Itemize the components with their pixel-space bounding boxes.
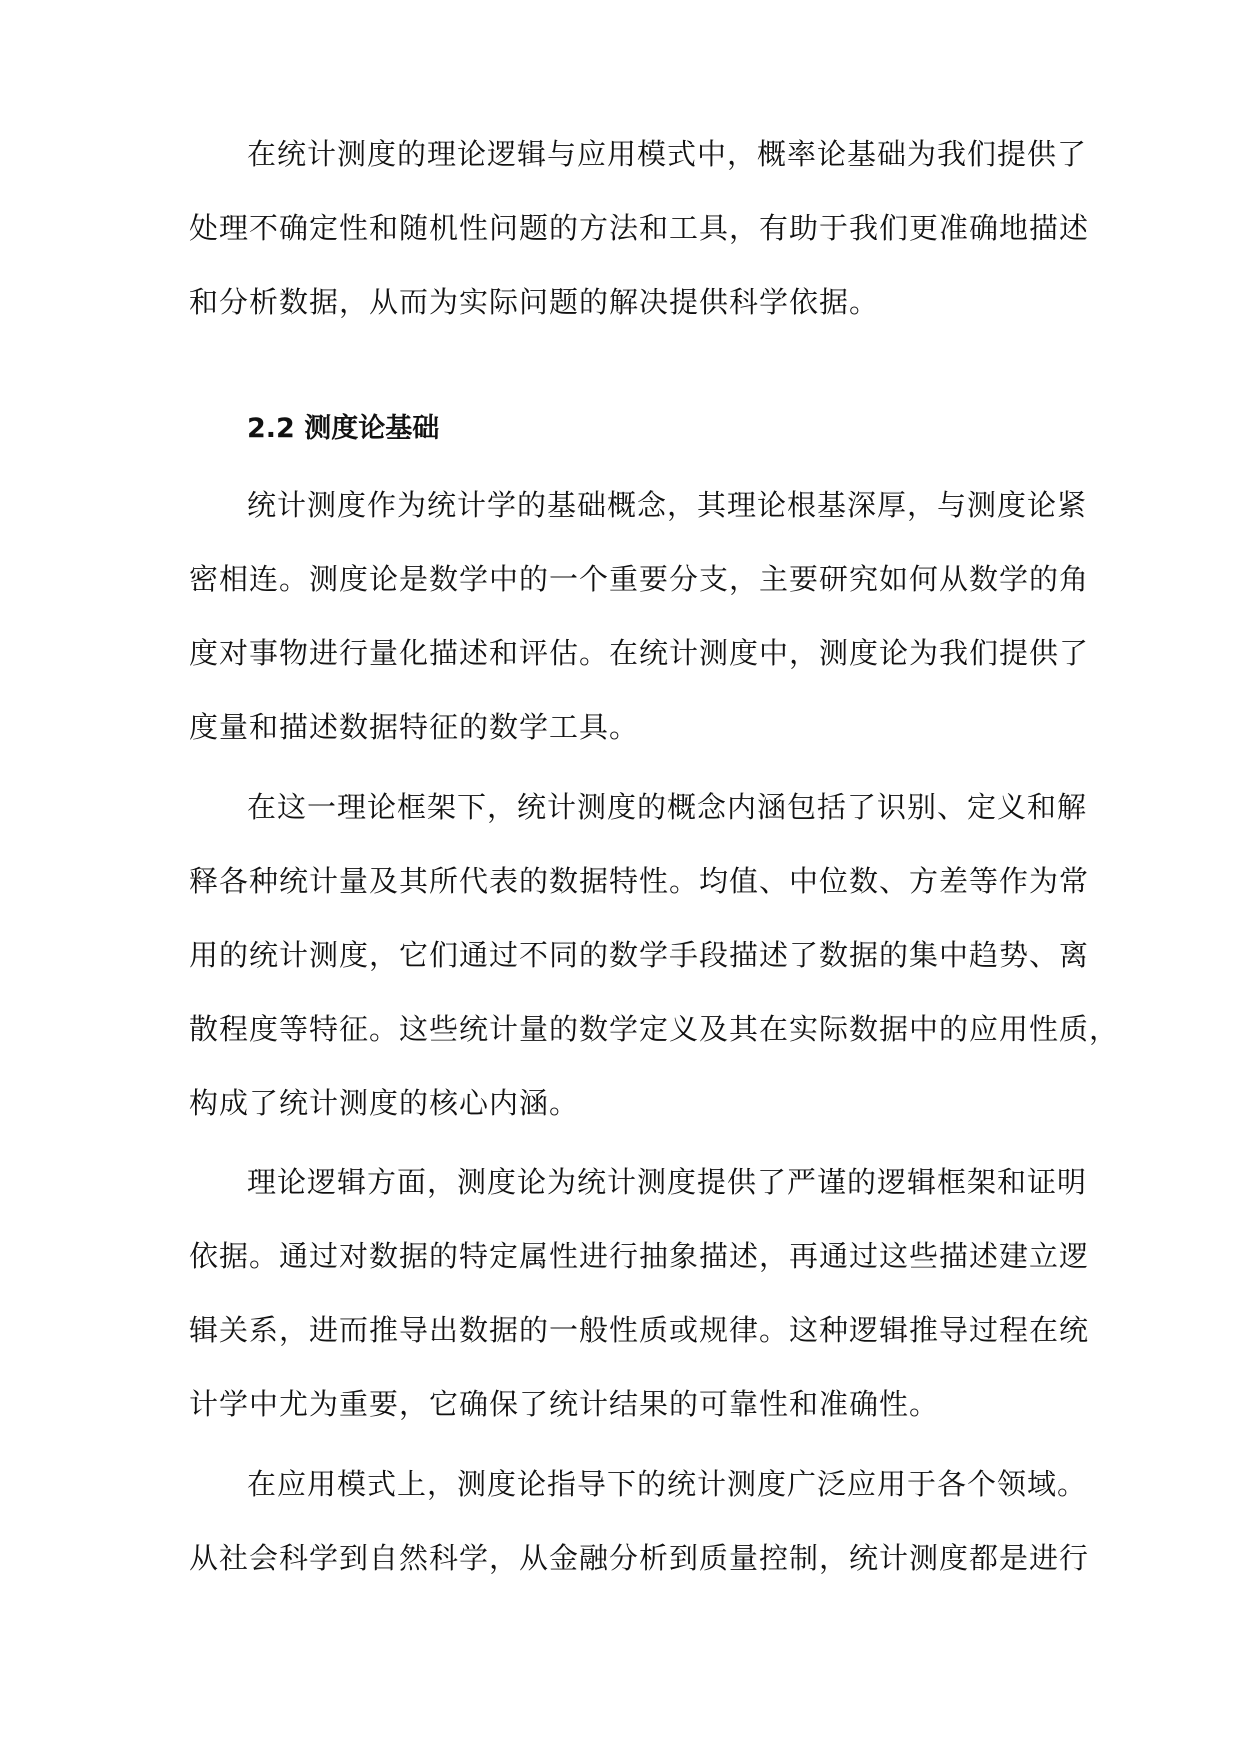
paragraph-theoretical-logic (189, 1145, 1090, 1441)
paragraph-line: 用的统计测度，它们通过不同的数学手段描述了数据的集中趋势、离 (189, 938, 1090, 972)
paragraph-line: 处理不确定性和随机性问题的方法和工具，有助于我们更准确地描述 (189, 211, 1090, 245)
paragraph-line: 计学中尤为重要，它确保了统计结果的可靠性和准确性。 (189, 1387, 940, 1421)
paragraph-application-mode (189, 1447, 1090, 1595)
paragraph-line: 从社会科学到自然科学，从金融分析到质量控制，统计测度都是进行 (189, 1541, 1090, 1575)
paragraph-line: 散程度等特征。这些统计量的数学定义及其在实际数据中的应用性质， (189, 1012, 1120, 1046)
paragraph-line: 辑关系，进而推导出数据的一般性质或规律。这种逻辑推导过程在统 (189, 1313, 1090, 1347)
section-heading: 2.2 测度论基础 (247, 413, 440, 444)
paragraph-line: 统计测度作为统计学的基础概念，其理论根基深厚，与测度论紧 (247, 488, 1088, 522)
paragraph-probability-summary (189, 117, 1090, 339)
paragraph-line: 在统计测度的理论逻辑与应用模式中，概率论基础为我们提供了 (247, 137, 1088, 171)
paragraph-line: 释各种统计量及其所代表的数据特性。均值、中位数、方差等作为常 (189, 864, 1090, 898)
paragraph-line: 度量和描述数据特征的数学工具。 (189, 710, 640, 744)
paragraph-concept-connotation (189, 770, 1120, 1140)
paragraph-line: 和分析数据，从而为实际问题的解决提供科学依据。 (189, 285, 880, 319)
paragraph-line: 度对事物进行量化描述和评估。在统计测度中，测度论为我们提供了 (189, 636, 1090, 670)
paragraph-line: 在应用模式上，测度论指导下的统计测度广泛应用于各个领域。 (247, 1467, 1088, 1501)
paragraph-line: 理论逻辑方面，测度论为统计测度提供了严谨的逻辑框架和证明 (247, 1165, 1088, 1199)
paragraph-line: 构成了统计测度的核心内涵。 (189, 1086, 580, 1120)
paragraph-line: 在这一理论框架下，统计测度的概念内涵包括了识别、定义和解 (247, 790, 1088, 824)
paragraph-line: 依据。通过对数据的特定属性进行抽象描述，再通过这些描述建立逻 (189, 1239, 1090, 1273)
paragraph-measure-theory-intro (189, 468, 1090, 764)
paragraph-line: 密相连。测度论是数学中的一个重要分支，主要研究如何从数学的角 (189, 562, 1090, 596)
